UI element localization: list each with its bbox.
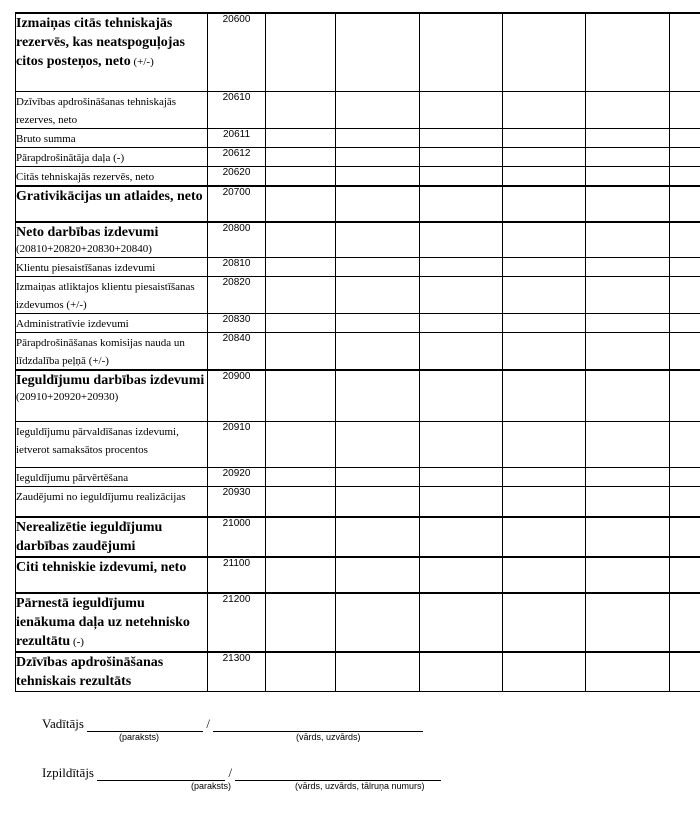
value-cell[interactable] [503, 186, 586, 222]
row-label: Nerealizētie ieguldījumu darbības zaudējumi [16, 520, 163, 554]
row-label-cell [16, 486, 208, 517]
value-cell[interactable] [586, 91, 670, 128]
value-cell[interactable] [670, 652, 700, 692]
value-cell[interactable] [420, 314, 503, 333]
value-cell[interactable] [670, 421, 700, 467]
value-cell[interactable] [420, 467, 503, 486]
row-label-cell [16, 186, 208, 222]
value-cell[interactable] [336, 652, 420, 692]
head-signature-caption: (paraksts) [119, 732, 160, 742]
row-label-cell [16, 557, 208, 593]
value-cell[interactable] [420, 258, 503, 277]
executor-signature-row [42, 764, 441, 781]
value-cell[interactable] [336, 166, 420, 186]
value-cell[interactable] [266, 557, 336, 593]
value-cell[interactable] [420, 222, 503, 258]
table-row [16, 222, 700, 258]
value-cell[interactable] [266, 147, 336, 166]
value-cell[interactable] [670, 128, 700, 147]
value-cell[interactable] [336, 13, 420, 91]
value-cell[interactable] [336, 147, 420, 166]
value-cell[interactable] [503, 333, 586, 371]
row-label: Ieguldījumu pārvaldīšanas izdevumi, ietverot samaksātos procentos [16, 425, 179, 456]
value-cell[interactable] [586, 652, 670, 692]
value-cell[interactable] [586, 486, 670, 517]
row-label: Klientu piesaistīšanas izdevumi [16, 262, 156, 274]
row-label-cell [16, 593, 208, 652]
row-label-cell [16, 277, 208, 314]
value-cell[interactable] [266, 467, 336, 486]
row-code: 20830 [208, 314, 266, 333]
row-label-cell [16, 333, 208, 371]
value-cell[interactable] [503, 517, 586, 557]
value-cell[interactable] [336, 258, 420, 277]
row-label: Ieguldījumu darbības izdevumi [16, 373, 205, 388]
row-code: 20610 [208, 91, 266, 128]
value-cell[interactable] [420, 517, 503, 557]
value-cell[interactable] [266, 186, 336, 222]
value-cell[interactable] [420, 147, 503, 166]
executor-signature-line[interactable] [97, 764, 225, 781]
row-label: Bruto summa [16, 132, 76, 145]
row-label-cell [16, 147, 208, 166]
row-sublabel: (20810+20820+20830+20840) [16, 242, 152, 255]
row-label-cell [16, 13, 208, 91]
row-label: Neto darbības izdevumi [16, 224, 159, 240]
value-cell[interactable] [670, 370, 700, 421]
value-cell[interactable] [336, 486, 420, 517]
table-row [16, 13, 700, 91]
value-cell[interactable] [336, 421, 420, 467]
value-cell[interactable] [586, 370, 670, 421]
row-label-cell [16, 91, 208, 128]
row-code: 20810 [208, 258, 266, 277]
value-cell[interactable] [586, 467, 670, 486]
value-cell[interactable] [420, 91, 503, 128]
value-cell[interactable] [336, 91, 420, 128]
value-cell[interactable] [420, 277, 503, 314]
value-cell[interactable] [670, 13, 700, 91]
row-code: 21100 [208, 557, 266, 593]
row-code: 20611 [208, 128, 266, 147]
value-cell[interactable] [336, 277, 420, 314]
value-cell[interactable] [266, 486, 336, 517]
row-label-cell [16, 166, 208, 186]
table-row [16, 128, 700, 147]
value-cell[interactable] [670, 467, 700, 486]
executor-name-line[interactable] [235, 764, 441, 781]
value-cell[interactable] [336, 128, 420, 147]
value-cell[interactable] [266, 91, 336, 128]
value-cell[interactable] [586, 258, 670, 277]
table-row [16, 333, 700, 371]
value-cell[interactable] [266, 333, 336, 371]
value-cell[interactable] [503, 652, 586, 692]
value-cell[interactable] [266, 166, 336, 186]
table-row [16, 91, 700, 128]
row-label-cell [16, 421, 208, 467]
value-cell[interactable] [586, 333, 670, 371]
value-cell[interactable] [586, 222, 670, 258]
value-cell[interactable] [336, 467, 420, 486]
value-cell[interactable] [503, 421, 586, 467]
value-cell[interactable] [586, 517, 670, 557]
row-code: 20820 [208, 277, 266, 314]
value-cell[interactable] [336, 370, 420, 421]
row-label: Izmaiņas atliktajos klientu piesaistīšanas izdevumos (+/-) [16, 281, 195, 311]
row-label-cell [16, 517, 208, 557]
value-cell[interactable] [503, 370, 586, 421]
value-cell[interactable] [586, 593, 670, 652]
value-cell[interactable] [670, 593, 700, 652]
row-label-cell [16, 258, 208, 277]
value-cell[interactable] [586, 277, 670, 314]
value-cell[interactable] [336, 186, 420, 222]
row-label: Grativikācijas un atlaides, neto [16, 188, 203, 204]
value-cell[interactable] [420, 652, 503, 692]
value-cell[interactable] [336, 557, 420, 593]
executor-signature-caption: (paraksts) [191, 781, 232, 791]
value-cell[interactable] [266, 258, 336, 277]
value-cell[interactable] [420, 166, 503, 186]
row-label-suffix: (-) [70, 636, 84, 648]
row-label-cell [16, 222, 208, 258]
value-cell[interactable] [503, 467, 586, 486]
row-code: 20600 [208, 13, 266, 91]
value-cell[interactable] [266, 517, 336, 557]
value-cell[interactable] [503, 91, 586, 128]
report-table [15, 12, 700, 692]
value-cell[interactable] [503, 314, 586, 333]
value-cell[interactable] [586, 13, 670, 91]
value-cell[interactable] [503, 486, 586, 517]
value-cell[interactable] [420, 486, 503, 517]
value-cell[interactable] [266, 13, 336, 91]
value-cell[interactable] [503, 222, 586, 258]
row-label: Izmaiņas citās tehniskajās rezervēs, kas neatspoguļojas citos posteņos, neto [16, 16, 185, 69]
row-label-cell [16, 128, 208, 147]
value-cell[interactable] [670, 91, 700, 128]
value-cell[interactable] [336, 333, 420, 371]
value-cell[interactable] [336, 222, 420, 258]
table-row [16, 421, 700, 467]
row-label: Zaudējumi no ieguldījumu realizācijas [16, 490, 186, 503]
row-code: 20700 [208, 186, 266, 222]
value-cell[interactable] [586, 421, 670, 467]
value-cell[interactable] [420, 593, 503, 652]
value-cell[interactable] [266, 593, 336, 652]
row-label: Ieguldījumu pārvērtēšana [16, 471, 129, 484]
row-label-cell [16, 652, 208, 692]
row-label-cell [16, 370, 208, 421]
value-cell[interactable] [420, 370, 503, 421]
value-cell[interactable] [420, 13, 503, 91]
row-label-suffix: (+/-) [130, 56, 154, 68]
row-code: 20930 [208, 486, 266, 517]
executor-label: Izpildītājs [42, 765, 94, 780]
value-cell[interactable] [670, 186, 700, 222]
table-row [16, 652, 700, 692]
value-cell[interactable] [670, 222, 700, 258]
value-cell[interactable] [586, 147, 670, 166]
row-code: 20840 [208, 333, 266, 371]
value-cell[interactable] [586, 314, 670, 333]
table-row [16, 186, 700, 222]
row-code: 20620 [208, 166, 266, 186]
value-cell[interactable] [586, 186, 670, 222]
row-label: Citi tehniskie izdevumi, neto [16, 560, 187, 575]
row-label: Citās tehniskajās rezervēs, neto [16, 170, 155, 183]
row-sublabel: (20910+20920+20930) [16, 391, 119, 403]
value-cell[interactable] [503, 166, 586, 186]
table-row [16, 258, 700, 277]
head-signature-line[interactable] [87, 715, 203, 732]
table-row [16, 166, 700, 186]
value-cell[interactable] [266, 277, 336, 314]
value-cell[interactable] [420, 128, 503, 147]
value-cell[interactable] [670, 557, 700, 593]
row-label: Pārapdrošināšanas komisijas nauda un līdzdalība peļņā (+/-) [16, 337, 185, 367]
head-signature-row [42, 715, 423, 732]
row-label: Dzīvības apdrošināšanas tehniskais rezultāts [16, 655, 164, 689]
row-label-cell [16, 467, 208, 486]
value-cell[interactable] [670, 517, 700, 557]
value-cell[interactable] [670, 277, 700, 314]
value-cell[interactable] [670, 147, 700, 166]
head-name-line[interactable] [213, 715, 423, 732]
value-cell[interactable] [503, 13, 586, 91]
value-cell[interactable] [586, 557, 670, 593]
value-cell[interactable] [670, 258, 700, 277]
executor-name-caption: (vārds, uzvārds, tālruņa numurs) [295, 781, 425, 791]
row-code: 21000 [208, 517, 266, 557]
value-cell[interactable] [420, 557, 503, 593]
row-label: Pārapdrošinātāja daļa (-) [16, 151, 125, 164]
value-cell[interactable] [336, 517, 420, 557]
value-cell[interactable] [336, 314, 420, 333]
row-label: Pārnestā ieguldījumu ienākuma daļa uz netehnisko rezultātu [16, 596, 190, 649]
executor-slash: / [228, 765, 233, 780]
row-code: 20800 [208, 222, 266, 258]
value-cell[interactable] [503, 277, 586, 314]
table-row [16, 370, 700, 421]
head-name-caption: (vārds, uzvārds) [296, 732, 361, 742]
value-cell[interactable] [420, 186, 503, 222]
row-code: 20900 [208, 370, 266, 421]
value-cell[interactable] [336, 593, 420, 652]
row-code: 21300 [208, 652, 266, 692]
value-cell[interactable] [266, 652, 336, 692]
value-cell[interactable] [266, 314, 336, 333]
value-cell[interactable] [670, 314, 700, 333]
value-cell[interactable] [266, 222, 336, 258]
table-row [16, 557, 700, 593]
value-cell[interactable] [586, 166, 670, 186]
value-cell[interactable] [586, 128, 670, 147]
value-cell[interactable] [420, 333, 503, 371]
row-label: Dzīvības apdrošināšanas tehniskajās rezerves, neto [16, 95, 177, 126]
row-code: 21200 [208, 593, 266, 652]
row-code: 20920 [208, 467, 266, 486]
value-cell[interactable] [503, 593, 586, 652]
table-row [16, 314, 700, 333]
value-cell[interactable] [420, 421, 503, 467]
value-cell[interactable] [503, 147, 586, 166]
row-label: Administratīvie izdevumi [16, 318, 129, 330]
value-cell[interactable] [503, 128, 586, 147]
value-cell[interactable] [670, 166, 700, 186]
table-row [16, 593, 700, 652]
value-cell[interactable] [503, 557, 586, 593]
head-label: Vadītājs [42, 716, 84, 731]
table-row [16, 467, 700, 486]
value-cell[interactable] [266, 128, 336, 147]
row-label-cell [16, 314, 208, 333]
value-cell[interactable] [670, 486, 700, 517]
table-row [16, 517, 700, 557]
value-cell[interactable] [503, 258, 586, 277]
head-slash: / [206, 716, 211, 731]
value-cell[interactable] [266, 370, 336, 421]
table-row [16, 147, 700, 166]
table-row [16, 486, 700, 517]
value-cell[interactable] [266, 421, 336, 467]
row-code: 20612 [208, 147, 266, 166]
table-row [16, 277, 700, 314]
value-cell[interactable] [670, 333, 700, 371]
row-code: 20910 [208, 421, 266, 467]
